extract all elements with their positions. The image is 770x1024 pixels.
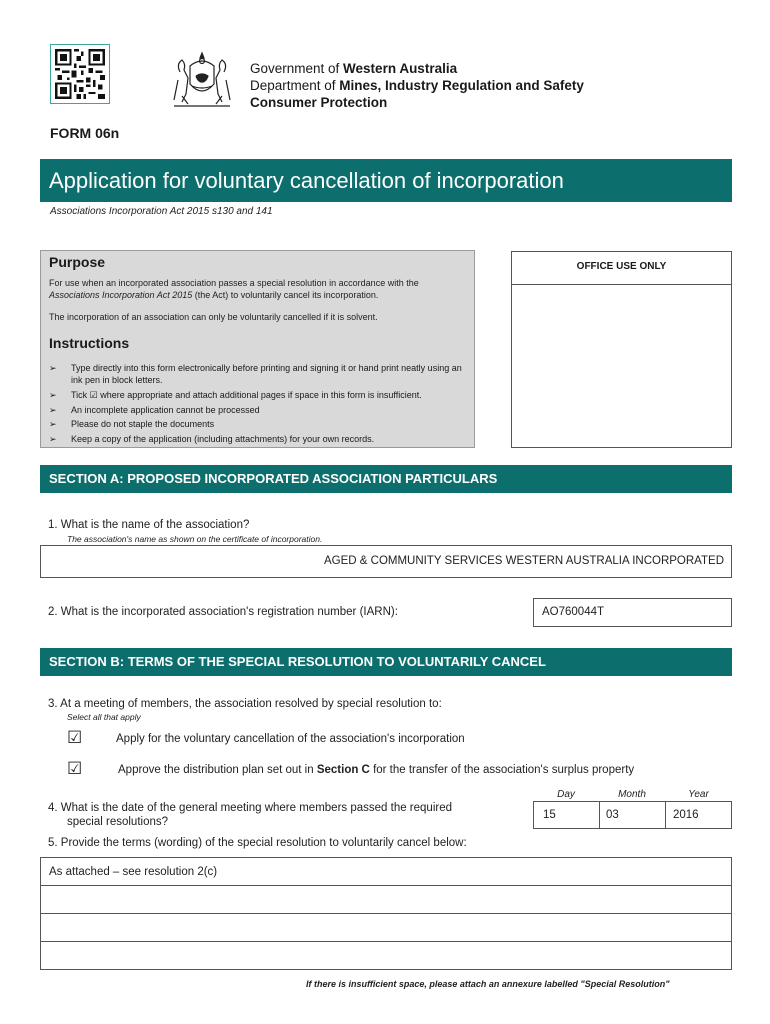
arrow-bullet-icon: ➢ [49, 390, 57, 400]
wa-coat-of-arms-icon [166, 50, 238, 110]
gov-line-2: Department of Mines, Industry Regulation and Safety [250, 78, 584, 93]
meeting-day-field[interactable]: 15 [533, 801, 600, 829]
question-5: 5. Provide the terms (wording) of the special resolution to voluntarily cancel below: [48, 837, 467, 849]
office-use-label: OFFICE USE ONLY [512, 252, 731, 285]
question-1-hint: The association's name as shown on the certificate of incorporation. [67, 534, 323, 544]
purpose-paragraph-2: The incorporation of an association can only be voluntarily cancelled if it is solvent. [49, 312, 378, 322]
gov-line-3: Consumer Protection [250, 95, 388, 110]
list-item: ➢ Type directly into this form electronically before printing and signing it or hand print neatly using an ink pen in block letters. [49, 363, 462, 385]
meeting-month-field[interactable]: 03 [599, 801, 666, 829]
day-label: Day [557, 789, 575, 800]
list-item: ➢ Tick ☑ where appropriate and attach additional pages if space in this form is insufficient. [49, 390, 422, 400]
checkbox-cancellation[interactable]: ☑ [67, 728, 83, 747]
month-label: Month [618, 789, 646, 800]
section-a-heading: SECTION A: PROPOSED INCORPORATED ASSOCIATION PARTICULARS [40, 465, 732, 493]
act-reference: Associations Incorporation Act 2015 s130 and 141 [50, 206, 273, 217]
gov-line-1: Government of Western Australia [250, 61, 458, 76]
year-label: Year [688, 789, 709, 800]
option-cancellation-label: Apply for the voluntary cancellation of the association's incorporation [116, 733, 465, 745]
arrow-bullet-icon: ➢ [49, 363, 57, 373]
resolution-terms-field[interactable] [40, 857, 732, 970]
option-distribution-label: Approve the distribution plan set out in Section C for the transfer of the association's surplus property [118, 764, 635, 776]
purpose-instructions-panel [40, 250, 475, 448]
resolution-line-1[interactable]: As attached – see resolution 2(c) [41, 858, 731, 886]
list-item: ➢ Keep a copy of the application (including attachments) for your own records. [49, 433, 375, 444]
question-2: 2. What is the incorporated association's registration number (IARN): [48, 606, 398, 618]
checkbox-distribution-plan[interactable]: ☑ [67, 759, 83, 778]
department-header [250, 60, 584, 111]
meeting-year-field[interactable]: 2016 [665, 801, 732, 829]
purpose-paragraph-1: For use when an incorporated association passes a special resolution in accordance with the Associations Incorporation Act 2015 (the Act) to voluntarily cancel its incorporation. [49, 278, 419, 300]
resolution-line-3[interactable] [41, 914, 731, 942]
resolution-line-2[interactable] [41, 886, 731, 914]
qr-code [50, 44, 110, 104]
instructions-list [49, 363, 469, 449]
question-3-hint: Select all that apply [67, 712, 141, 722]
question-4: 4. What is the date of the general meeting where members passed the required special resolutions? [48, 802, 453, 828]
arrow-bullet-icon: ➢ [49, 419, 57, 429]
arrow-bullet-icon: ➢ [49, 404, 57, 415]
list-item: ➢ Please do not staple the documents [49, 419, 215, 429]
office-use-box [511, 251, 732, 448]
purpose-heading: Purpose [49, 254, 106, 270]
footer-note: If there is insufficient space, please attach an annexure labelled "Special Resolution" [306, 979, 670, 989]
iarn-field[interactable]: AO760044T [533, 598, 732, 627]
association-name-field[interactable]: AGED & COMMUNITY SERVICES WESTERN AUSTRALIA INCORPORATED [40, 545, 732, 578]
form-number: FORM 06n [50, 125, 120, 141]
instructions-heading: Instructions [49, 335, 130, 351]
question-3: 3. At a meeting of members, the association resolved by special resolution to: [48, 698, 442, 710]
form-title: Application for voluntary cancellation of incorporation [40, 159, 732, 202]
list-item: ➢ An incomplete application cannot be processed [49, 404, 260, 415]
question-1: 1. What is the name of the association? [48, 519, 250, 531]
section-b-heading: SECTION B: TERMS OF THE SPECIAL RESOLUTION TO VOLUNTARILY CANCEL [40, 648, 732, 676]
arrow-bullet-icon: ➢ [49, 433, 57, 444]
